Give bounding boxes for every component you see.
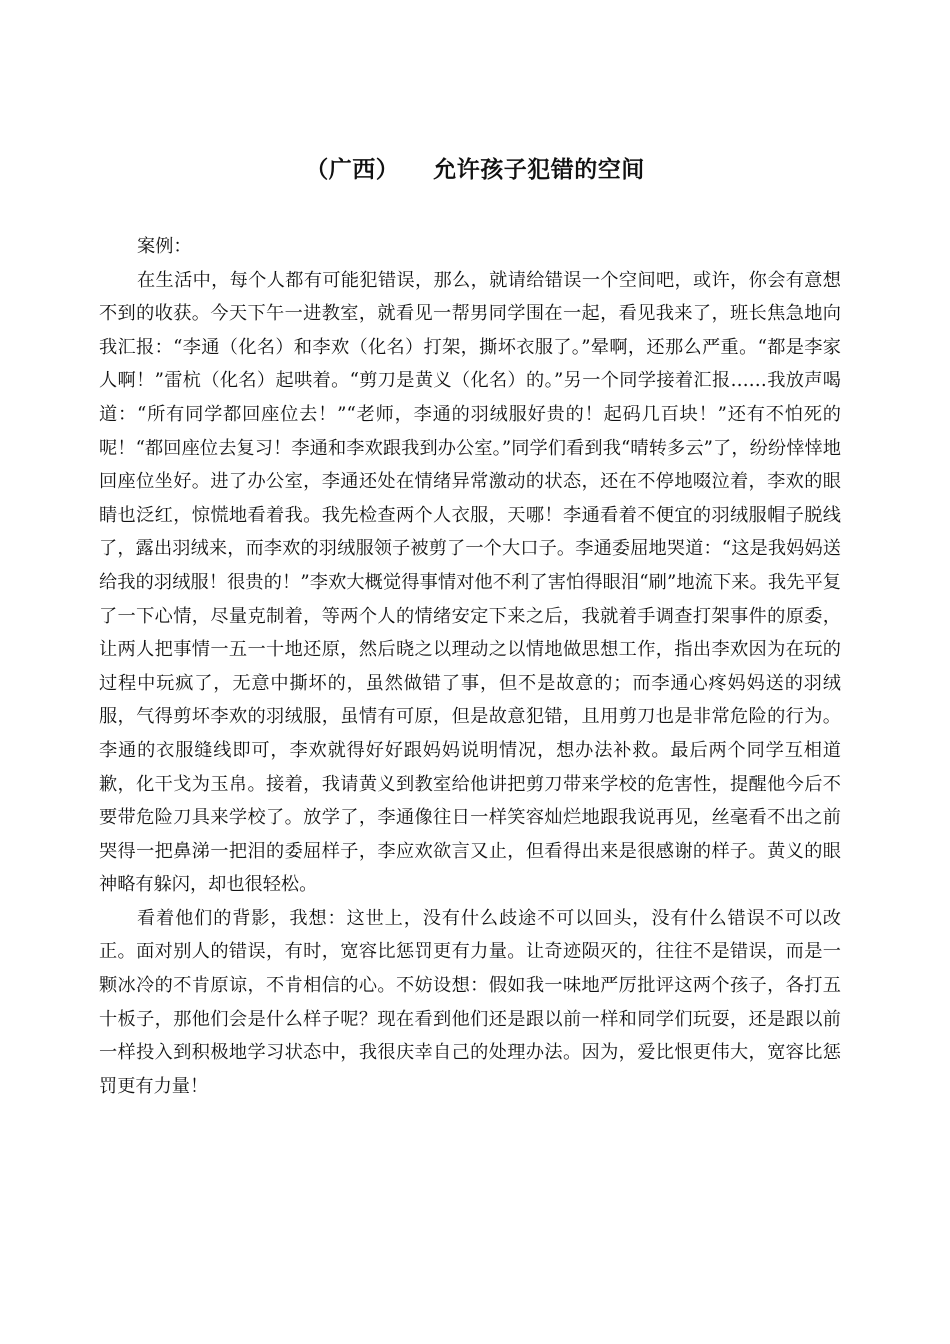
paragraph-1: 在生活中，每个人都有可能犯错误，那么，就请给错误一个空间吧，或许，你会有意想不到的收获。今天下午一进教室，就看见一帮男同学围在一起，看见我来了，班长焦急地向我汇报：“李通（化名）和李欢（化名）打架，撕坏衣服了。”晕啊，还那么严重。“都是李家人啊！”雷杭（化名）起哄着。“剪刀是黄义（化名）的。”另一个同学接着汇报……我放声喝道：“所有同学都回座位去！”“老师，李通的羽绒服好贵的！起码几百块！”还有不怕死的呢！“都回座位去复习！李通和李欢跟我到办公室。”同学们看到我“晴转多云”了，纷纷悻悻地回座位坐好。进了办公室，李通还处在情绪异常激动的状态，还在不停地啜泣着，李欢的眼睛也泛红，惊慌地看着我。我先检查两个人衣服，天哪！李通看着不便宜的羽绒服帽子脱线了，露出羽绒来，而李欢的羽绒服领子被剪了一个大口子。李通委屈地哭道：“这是我妈妈送给我的羽绒服！很贵的！”李欢大概觉得事情对他不利了害怕得眼泪“刷”地流下来。我先平复了一下心情，尽量克制着，等两个人的情绪安定下来之后，我就着手调查打架事件的原委，让两人把事情一五一十地还原，然后晓之以理动之以情地做思想工作，指出李欢因为在玩的过程中玩疯了，无意中撕坏的，虽然做错了事，但不是故意的；而李通心疼妈妈送的羽绒服，气得剪坏李欢的羽绒服，虽情有可原，但是故意犯错，且用剪刀也是非常危险的行为。李通的衣服缝线即可，李欢就得好好跟妈妈说明情况，想办法补救。最后两个同学互相道歉，化干戈为玉帛。接着，我请黄义到教室给他讲把剪刀带来学校的危害性，提醒他今后不要带危险刀具来学校了。放学了，李通像往日一样笑容灿烂地跟我说再见，丝毫看不出之前哭得一把鼻涕一把泪的委屈样子，李应欢欲言又止，但看得出来是很感谢的样子。黄义的眼神略有躲闪，却也很轻松。 — [99, 269, 841, 896]
title-region: （广西） — [305, 157, 400, 183]
document-body — [99, 230, 841, 1103]
case-label: 案例： — [137, 236, 192, 257]
paragraph-2: 看着他们的背影，我想：这世上，没有什么歧途不可以回头，没有什么错误不可以改正。面对别人的错误，有时，宽容比惩罚更有力量。让奇迹陨灭的，往往不是错误，而是一颗冰冷的不肯原谅，不肯相信的心。不妨设想：假如我一味地严厉批评这两个孩子，各打五十板子，那他们会是什么样子呢？现在看到他们还是跟以前一样和同学们玩耍，还是跟以前一样投入到积极地学习状态中，我很庆幸自己的处理办法。因为，爱比恨更伟大，宽容比惩罚更有力量！ — [99, 907, 841, 1097]
document-title — [0, 152, 950, 188]
title-main: 允许孩子犯错的空间 — [433, 157, 645, 183]
